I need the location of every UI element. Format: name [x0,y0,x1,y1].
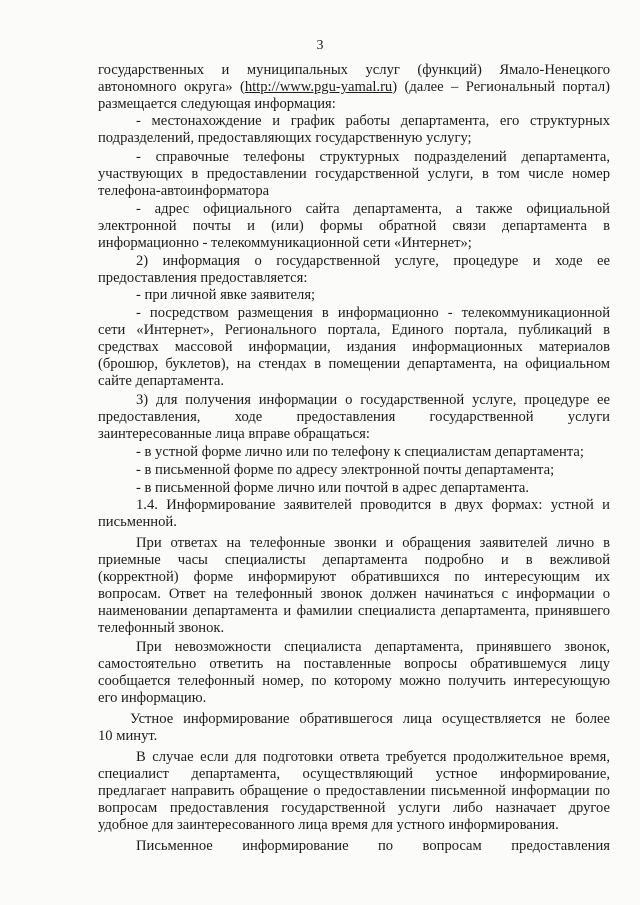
text-line: - местонахождение и график работы департамента, его структурных [136,113,610,129]
text-line: самостоятельно ответить на поставленные вопросы обратившемуся лицу [98,656,610,672]
text-line: - при личной явке заявителя; [136,287,316,303]
text-line: заинтересованные лица вправе обращаться: [98,426,370,442]
portal-link[interactable]: http://www.pgu-yamal.ru [244,79,393,95]
text-fragment: ) (далее – Региональный портал) [392,79,610,95]
text-line: (брошюр, буклетов), на стендах в помещении департамента, на официальном [98,356,610,372]
text-line: письменной. [98,514,177,530]
text-line: сети «Интернет», Регионального портала, Единого портала, публикаций в [98,322,610,338]
text-line: При ответах на телефонные звонки и обращения заявителей лично в [136,535,610,551]
text-line: телефонный звонок. [98,620,225,636]
text-line: информационно - телекоммуникационной сети «Интернет»; [98,235,472,251]
text-line: приемные часы специалисты департамента подробно и в вежливой [98,552,610,568]
text-line: участвующих в предоставлении государственной услуги, в том числе номер [98,166,610,182]
text-line: специалист департамента, осуществляющий устное информирование, [98,766,610,782]
text-line: - адрес официального сайта департамента, а также официальной [136,201,610,217]
text-line: - посредством размещения в информационно - телекоммуникационной [136,305,610,321]
text-line: предоставления предоставляется: [98,270,308,286]
text-line: В случае если для подготовки ответа требуется продолжительное время, [136,749,610,765]
text-line [98,79,610,96]
text-line: 2) информация о государственной услуге, процедуре и ходе ее [136,253,610,269]
text-line: размещается следующая информация: [98,96,336,112]
text-line: подразделений, предоставляющих государственную услугу; [98,130,472,146]
text-line: предлагает направить обращение о предоставлении письменной информации по [98,783,610,799]
text-line: - в устной форме лично или по телефону к специалистам департамента; [136,444,584,460]
text-line: средствах массовой информации, издания информационных материалов [98,339,610,355]
text-line: 3) для получения информации о государственной услуге, процедуре ее [136,392,610,408]
text-line: удобное для заинтересованного лица время для устного информирования. [98,817,559,833]
text-line: - в письменной форме лично или почтой в адрес департамента. [136,480,530,496]
text-fragment: автономного округа» ( [98,79,245,95]
text-line: вопросам предоставления государственной услуги либо назначает другое [98,800,610,816]
text-line: 10 минут. [98,728,158,744]
text-line: - справочные телефоны структурных подразделений департамента, [136,149,610,165]
text-line: предоставления, ходе предоставления государственной услуги [98,409,610,425]
text-line: наименовании департамента и фамилии специалиста департамента, принявшего [98,603,610,619]
text-line: (корректной) форме информируют обратившихся по интересующим их [98,569,610,585]
text-line: телефона-автоинформатора [98,183,270,199]
text-line: - в письменной форме по адресу электронной почты департамента; [136,462,555,478]
text-line: его информацию. [98,690,207,706]
text-line: Письменное информирование по вопросам предоставления [136,838,610,854]
text-line: сообщается телефонный номер, по которому можно получить интересующую [98,673,610,689]
text-line: государственных и муниципальных услуг (функций) Ямало-Ненецкого [98,62,610,78]
text-line: вопросам. Ответ на телефонный звонок должен начинаться с информации о [98,586,610,602]
text-line: электронной почты и (или) формы обратной связи департамента в [98,218,610,234]
text-line: Устное информирование обратившегося лица осуществляется не более [130,711,610,727]
text-line: 1.4. Информирование заявителей проводится в двух формах: устной и [136,497,610,513]
text-line: сайте департамента. [98,373,224,389]
page-number: 3 [316,38,324,53]
text-line: При невозможности специалиста департамента, принявшего звонок, [136,639,610,655]
